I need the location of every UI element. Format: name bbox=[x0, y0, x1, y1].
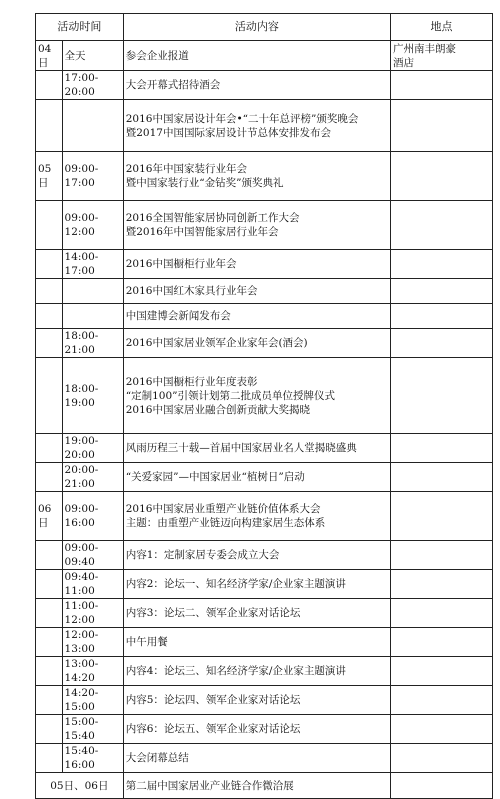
time-cell: 09:00-12:00 bbox=[62, 201, 123, 250]
date-cell bbox=[36, 628, 63, 657]
content-cell: 中国建博会新闻发布会 bbox=[123, 304, 390, 329]
content-cell: 内容3：论坛二、领军企业家对话论坛 bbox=[123, 599, 390, 628]
location-cell bbox=[390, 463, 492, 492]
content-cell: 2016中国橱柜行业年度表彰 “定制100”引领计划第二批成员单位授牌仪式 2016中国家居业融合创新贡献大奖揭晓 bbox=[123, 358, 390, 434]
location-cell bbox=[390, 434, 492, 463]
table-row bbox=[36, 201, 493, 250]
content-cell: 内容1：定制家居专委会成立大会 bbox=[123, 541, 390, 570]
time-cell bbox=[62, 100, 123, 152]
location-cell bbox=[390, 329, 492, 358]
time-cell: 09:00-17:00 bbox=[62, 152, 123, 201]
date-cell bbox=[36, 434, 63, 463]
content-cell: 2016中国家居业领军企业家年会(酒会) bbox=[123, 329, 390, 358]
date-cell bbox=[36, 570, 63, 599]
time-cell: 09:40-11:00 bbox=[62, 570, 123, 599]
location-cell bbox=[390, 492, 492, 541]
content-cell: 内容6：论坛五、领军企业家对话论坛 bbox=[123, 715, 390, 744]
time-cell: 20:00-21:00 bbox=[62, 463, 123, 492]
time-cell: 12:00-13:00 bbox=[62, 628, 123, 657]
location-cell bbox=[390, 279, 492, 304]
content-cell: 大会闭幕总结 bbox=[123, 744, 390, 773]
time-cell: 18:00-21:00 bbox=[62, 329, 123, 358]
content-cell: 内容4：论坛三、知名经济学家/企业家主题演讲 bbox=[123, 657, 390, 686]
location-cell bbox=[390, 152, 492, 201]
time-cell: 13:00-14:20 bbox=[62, 657, 123, 686]
time-cell: 17:00-20:00 bbox=[62, 71, 123, 100]
content-cell: 风雨历程三十载—首届中国家居业名人堂揭晓盛典 bbox=[123, 434, 390, 463]
footer-content: 第二届中国家居业产业链合作微洽展 bbox=[123, 773, 390, 799]
time-cell: 09:00-09:40 bbox=[62, 541, 123, 570]
table-row bbox=[36, 541, 493, 570]
date-cell bbox=[36, 71, 63, 100]
location-cell bbox=[390, 358, 492, 434]
location-cell bbox=[390, 71, 492, 100]
location-cell bbox=[390, 250, 492, 279]
time-cell: 15:40-16:00 bbox=[62, 744, 123, 773]
footer-location bbox=[390, 773, 492, 799]
time-cell: 11:00-12:00 bbox=[62, 599, 123, 628]
time-cell: 全天 bbox=[62, 41, 123, 71]
date-cell bbox=[36, 250, 63, 279]
content-cell: 中午用餐 bbox=[123, 628, 390, 657]
table-row bbox=[36, 463, 493, 492]
content-cell: 大会开幕式招待酒会 bbox=[123, 71, 390, 100]
location-cell bbox=[390, 541, 492, 570]
content-cell: 2016中国家居业重塑产业链价值体系大会 主题：由重塑产业链迈向构建家居生态体系 bbox=[123, 492, 390, 541]
location-cell bbox=[390, 628, 492, 657]
table-row bbox=[36, 152, 493, 201]
location-cell bbox=[390, 304, 492, 329]
table-row bbox=[36, 41, 493, 71]
date-cell bbox=[36, 744, 63, 773]
header-content: 活动内容 bbox=[123, 14, 390, 41]
date-cell: 06日 bbox=[36, 492, 63, 541]
date-cell bbox=[36, 463, 63, 492]
table-row bbox=[36, 686, 493, 715]
content-cell: 2016全国智能家居协同创新工作大会 暨2016年中国智能家居行业年会 bbox=[123, 201, 390, 250]
date-cell bbox=[36, 657, 63, 686]
date-cell bbox=[36, 715, 63, 744]
header-row bbox=[36, 14, 493, 41]
date-cell: 04日 bbox=[36, 41, 63, 71]
location-cell bbox=[390, 570, 492, 599]
date-cell bbox=[36, 201, 63, 250]
time-cell: 19:00-20:00 bbox=[62, 434, 123, 463]
time-cell bbox=[62, 279, 123, 304]
date-cell bbox=[36, 304, 63, 329]
location-cell bbox=[390, 599, 492, 628]
schedule-table bbox=[35, 13, 493, 799]
date-cell bbox=[36, 100, 63, 152]
time-cell: 15:00-15:40 bbox=[62, 715, 123, 744]
table-row bbox=[36, 329, 493, 358]
location-cell bbox=[390, 744, 492, 773]
date-cell bbox=[36, 541, 63, 570]
date-cell bbox=[36, 329, 63, 358]
date-cell bbox=[36, 686, 63, 715]
footer-row bbox=[36, 773, 493, 799]
header-location: 地点 bbox=[390, 14, 492, 41]
content-cell: 2016年中国家装行业年会 暨中国家装行业“金钻奖”颁奖典礼 bbox=[123, 152, 390, 201]
location-cell bbox=[390, 201, 492, 250]
table-row bbox=[36, 100, 493, 152]
date-cell: 05日 bbox=[36, 152, 63, 201]
content-cell: 2016中国家居设计年会•“二十年总评榜”颁奖晚会 暨2017中国国际家居设计节总体安排发布会 bbox=[123, 100, 390, 152]
table-row bbox=[36, 434, 493, 463]
table-row bbox=[36, 250, 493, 279]
table-row bbox=[36, 279, 493, 304]
table-row bbox=[36, 304, 493, 329]
location-cell bbox=[390, 715, 492, 744]
location-cell: 广州南丰朗豪 酒店 bbox=[390, 41, 492, 71]
table-row bbox=[36, 71, 493, 100]
date-cell bbox=[36, 279, 63, 304]
location-cell bbox=[390, 100, 492, 152]
location-cell bbox=[390, 686, 492, 715]
time-cell bbox=[62, 304, 123, 329]
date-cell bbox=[36, 358, 63, 434]
header-time: 活动时间 bbox=[36, 14, 124, 41]
table-row bbox=[36, 628, 493, 657]
time-cell: 14:00-17:00 bbox=[62, 250, 123, 279]
table-row bbox=[36, 744, 493, 773]
location-cell bbox=[390, 657, 492, 686]
table-row bbox=[36, 570, 493, 599]
content-cell: 内容5：论坛四、领军企业家对话论坛 bbox=[123, 686, 390, 715]
table-row bbox=[36, 492, 493, 541]
content-cell: 参会企业报道 bbox=[123, 41, 390, 71]
table-row bbox=[36, 599, 493, 628]
table-row bbox=[36, 657, 493, 686]
table-row bbox=[36, 358, 493, 434]
time-cell: 14:20-15:00 bbox=[62, 686, 123, 715]
content-cell: 2016中国红木家具行业年会 bbox=[123, 279, 390, 304]
footer-date: 05日、06日 bbox=[36, 773, 124, 799]
time-cell: 09:00-16:00 bbox=[62, 492, 123, 541]
content-cell: “关爱家园”—中国家居业“植树日”启动 bbox=[123, 463, 390, 492]
content-cell: 内容2：论坛一、知名经济学家/企业家主题演讲 bbox=[123, 570, 390, 599]
content-cell: 2016中国橱柜行业年会 bbox=[123, 250, 390, 279]
table-row bbox=[36, 715, 493, 744]
date-cell bbox=[36, 599, 63, 628]
time-cell: 18:00-19:00 bbox=[62, 358, 123, 434]
